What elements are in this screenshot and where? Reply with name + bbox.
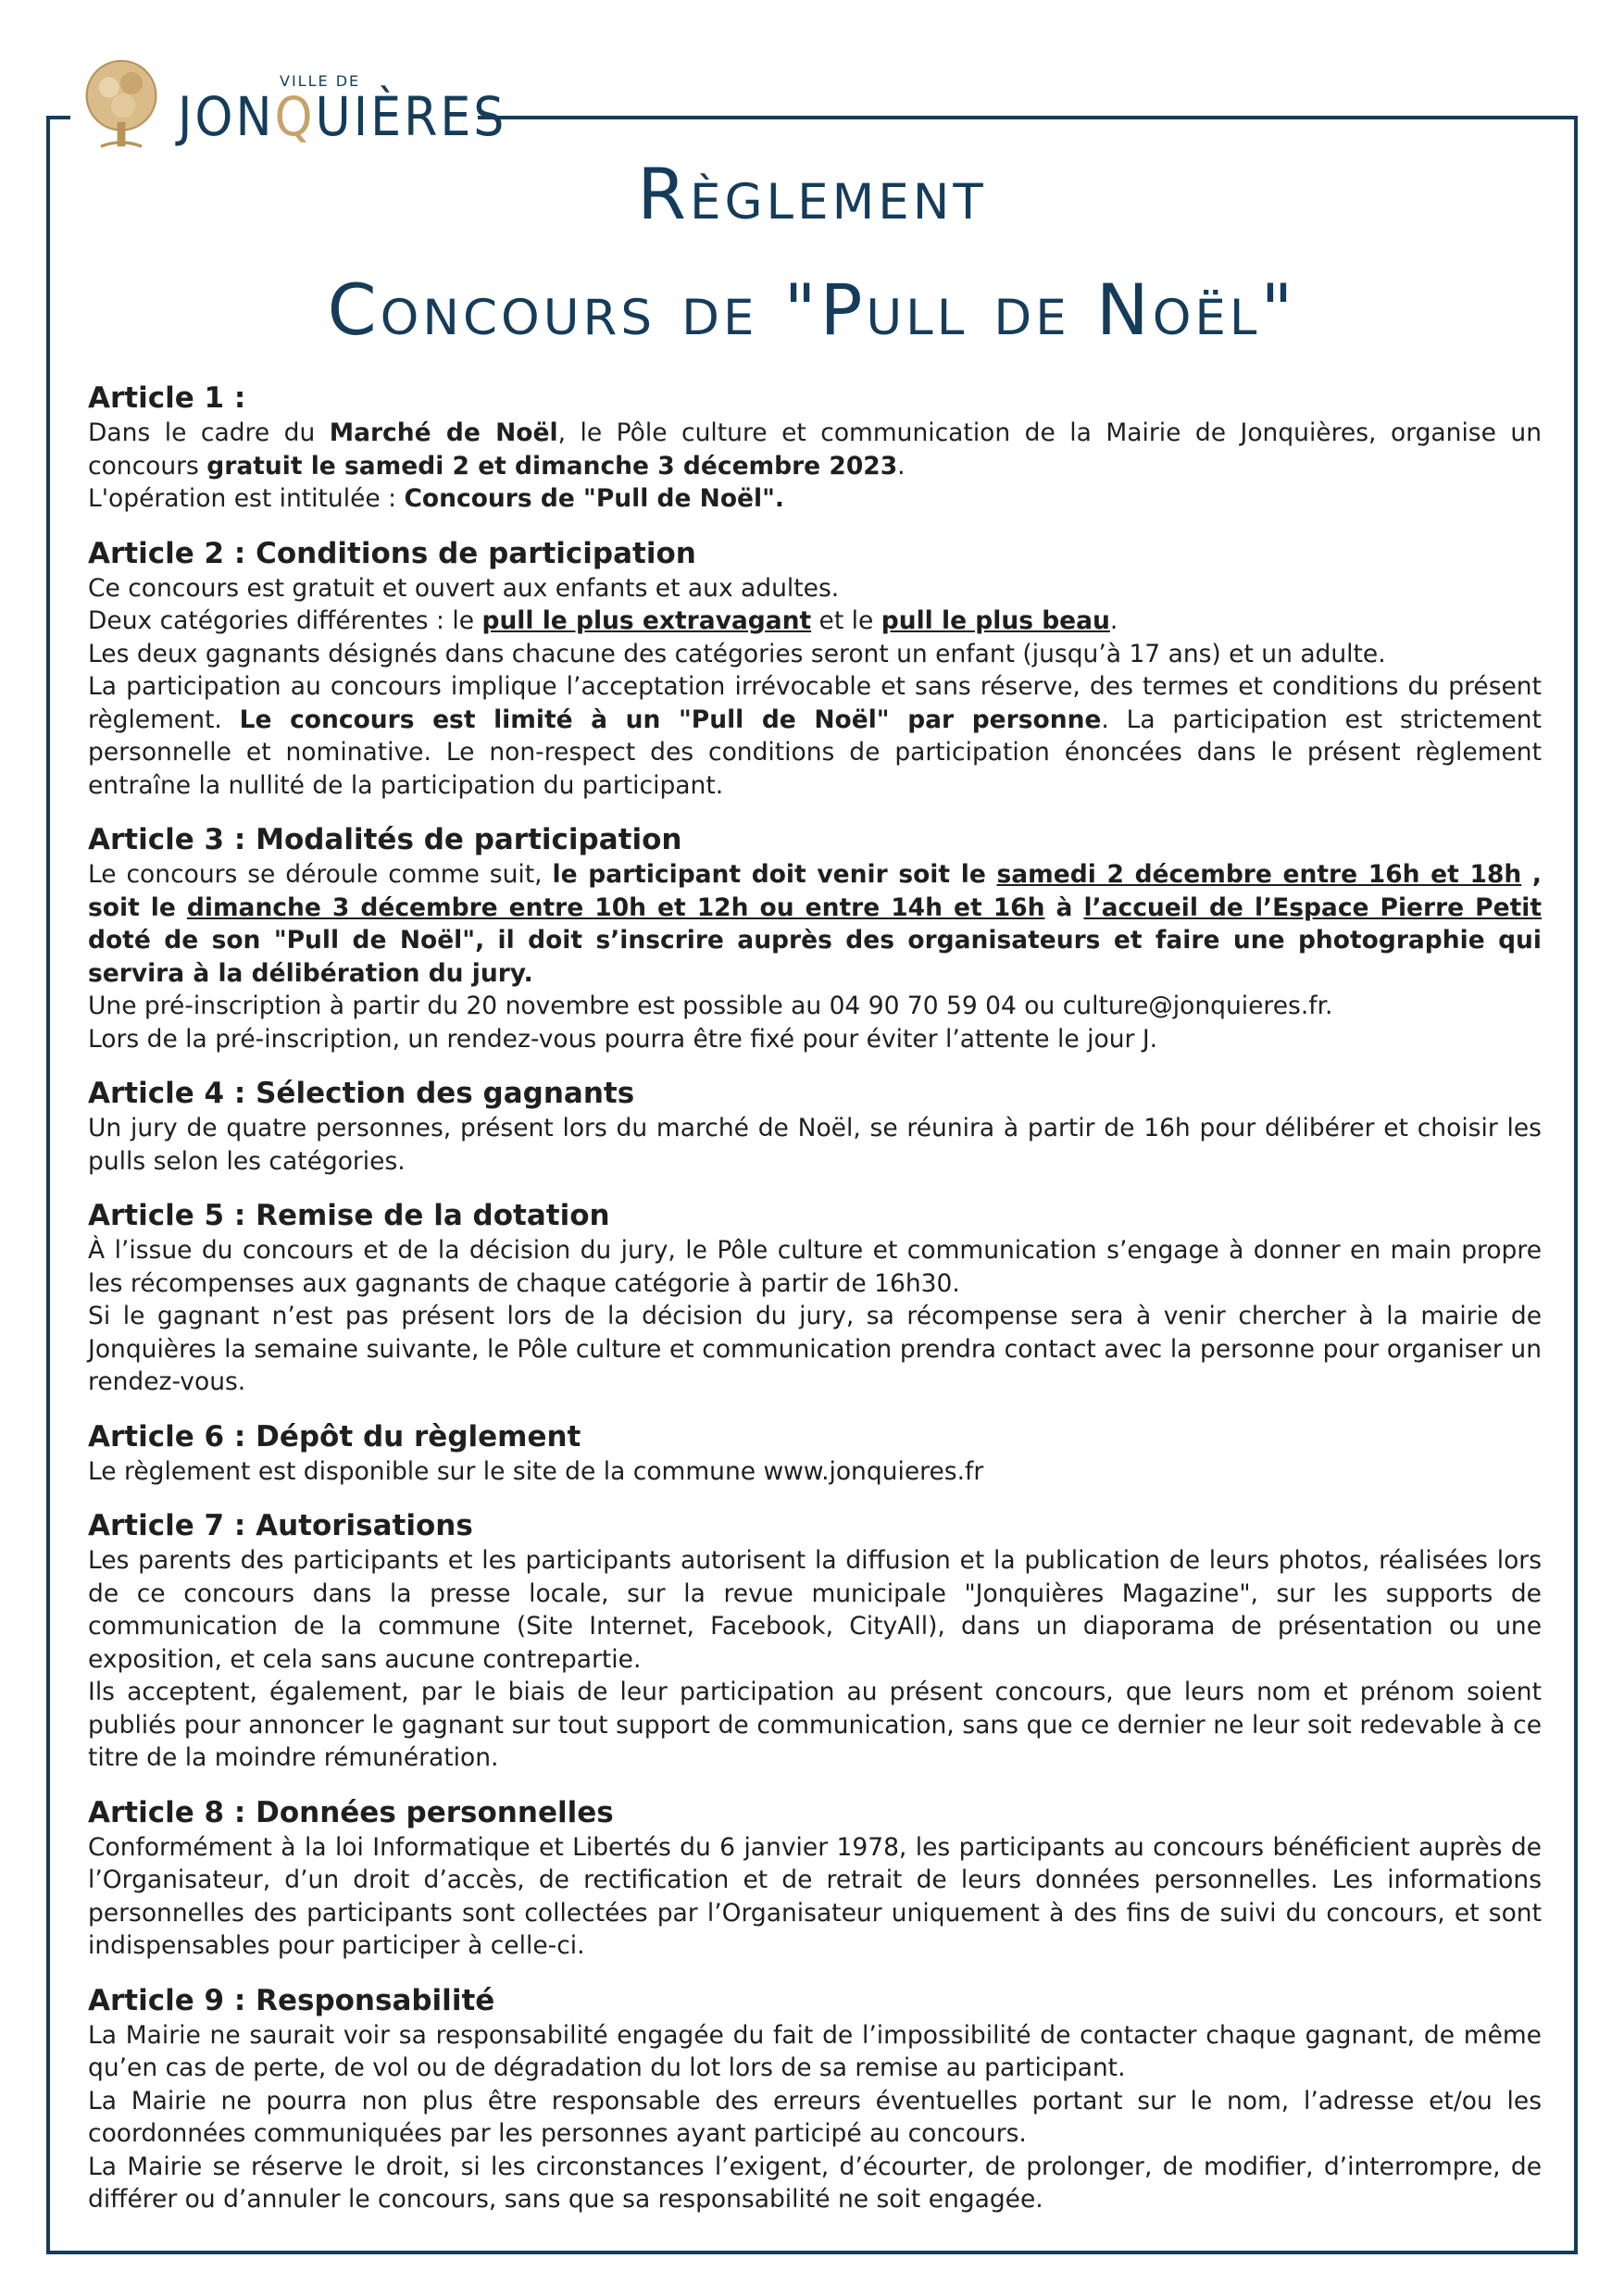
article-8: [88, 1794, 1542, 1963]
page-subtitle: Concours de "Pull de Noël": [327, 268, 1297, 351]
article-1: [88, 380, 1542, 516]
article-7: [88, 1507, 1542, 1775]
article-heading: Article 1 :: [88, 381, 246, 415]
article-heading: Article 4 : Sélection des gagnants: [88, 1077, 635, 1110]
article-heading: Article 7 : Autorisations: [88, 1509, 473, 1542]
city-logo: [70, 48, 507, 159]
article-9: [88, 1982, 1542, 2216]
article-paragraph: La Mairie se réserve le droit, si les circonstances l’exigent, d’écourter, de prolonger, de modifier, d’interrompre, de différer ou d’annuler le concours, sans que sa responsabilité ne soit engagée.: [88, 2152, 1542, 2214]
tree-emblem-icon: [70, 53, 172, 155]
article-paragraph: La participation au concours implique l’acceptation irrévocable et sans réserve, des termes et conditions du présent règlement. Le concours est limité à un "Pull de Noël" par personne. La participation est strictement personnelle et nominative. Le non-respect des conditions de participation énoncées dans le présent règlement entraîne la nullité de la participation du participant.: [88, 672, 1542, 800]
article-paragraph: Le concours se déroule comme suit, le participant doit venir soit le samedi 2 décembre entre 16h et 18h , soit le dimanche 3 décembre entre 10h et 12h ou entre 14h et 16h à l’accueil de l’Espace Pierre Petit doté de son "Pull de Noël", il doit s’inscrire auprès des organisateurs et faire une photographie qui servira à la délibération du jury.: [88, 860, 1543, 988]
article-paragraph: Les parents des participants et les participants autorisent la diffusion et la publication de leurs photos, réalisées lors de ce concours dans la presse locale, sur la revue municipale "Jonquières Magazine", sur les supports de communication de la commune (Site Internet, Facebook, CityAll), dans un diaporama de présentation ou une exposition, et cela sans aucune contrepartie.: [88, 1546, 1542, 1674]
article-heading: Article 5 : Remise de la dotation: [88, 1199, 610, 1232]
article-paragraph: Un jury de quatre personnes, présent lors du marché de Noël, se réunira à partir de 16h pour délibérer et choisir les pulls selon les catégories.: [88, 1114, 1542, 1176]
article-paragraph: Le règlement est disponible sur le site de la commune www.jonquieres.fr: [88, 1456, 984, 1486]
article-paragraph: Si le gagnant n’est pas présent lors de la décision du jury, sa récompense sera à venir chercher à la mairie de Jonquières la semaine suivante, le Pôle culture et communication prendra contact avec la personne pour organiser un rendez-vous.: [88, 1302, 1542, 1396]
article-3: [88, 821, 1542, 1055]
article-paragraph: Ils acceptent, également, par le biais de leur participation au présent concours, que leurs nom et prénom soient publiés pour annoncer le gagnant sur tout support de communication, sans que ce dernier ne leur soit redevable à ce titre de la moindre rémunération.: [88, 1678, 1542, 1772]
article-paragraph: Conformément à la loi Informatique et Libertés du 6 janvier 1978, les participants au concours bénéficient auprès de l’Organisateur, d’un droit d’accès, de rectification et de retrait de leurs données personnelles. Les informations personnelles des participants sont collectées par l’Organisateur uniquement à des fins de suivi du concours, et sont indispensables pour participer à celle-ci.: [88, 1832, 1542, 1960]
logo-ville-text: VILLE DE: [280, 71, 361, 90]
rules-content: [88, 380, 1542, 2236]
article-paragraph: À l’issue du concours et de la décision du jury, le Pôle culture et communication s’engage à donner en main propre les récompenses aux gagnants de chaque catégorie à partir de 16h30.: [88, 1236, 1542, 1298]
article-paragraph: La Mairie ne pourra non plus être responsable des erreurs éventuelles portant sur le nom, l’adresse et/ou les coordonnées communiquées par les personnes ayant participé au concours.: [88, 2086, 1542, 2148]
article-4: [88, 1075, 1542, 1178]
article-paragraph: L'opération est intitulée : Concours de "Pull de Noël".: [88, 484, 784, 513]
article-paragraph: Une pré-inscription à partir du 20 novembre est possible au 04 90 70 59 04 ou culture@jonquieres.fr.: [88, 992, 1333, 1020]
article-heading: Article 9 : Responsabilité: [88, 1983, 495, 2017]
article-6: [88, 1418, 1542, 1489]
article-paragraph: Deux catégories différentes : le pull le plus extravagant et le pull le plus beau.: [88, 606, 1118, 635]
article-heading: Article 3 : Modalités de participation: [88, 823, 682, 856]
article-heading: Article 8 : Données personnelles: [88, 1795, 614, 1829]
article-paragraph: La Mairie ne saurait voir sa responsabilité engagée du fait de l’impossibilité de contacter chaque gagnant, de même qu’en cas de perte, de vol ou de dégradation du lot lors de sa remise au participant.: [88, 2020, 1542, 2082]
logo-city-name: JONQUIÈRES: [178, 84, 507, 148]
page-title: Règlement: [637, 153, 987, 235]
article-paragraph: Ce concours est gratuit et ouvert aux enfants et aux adultes.: [88, 573, 840, 603]
article-heading: Article 6 : Dépôt du règlement: [88, 1419, 581, 1454]
article-paragraph: Lors de la pré-inscription, un rendez-vous pourra être fixé pour éviter l’attente le jour J.: [88, 1024, 1158, 1054]
article-paragraph: Les deux gagnants désignés dans chacune des catégories seront un enfant (jusqu’à 17 ans) et un adulte.: [88, 639, 1386, 668]
article-2: [88, 535, 1542, 803]
article-paragraph: Dans le cadre du Marché de Noël, le Pôle culture et communication de la Mairie de Jonquières, organise un concours gratuit le samedi 2 et dimanche 3 décembre 2023.: [88, 418, 1542, 480]
article-heading: Article 2 : Conditions de participation: [88, 536, 696, 570]
article-5: [88, 1197, 1542, 1399]
